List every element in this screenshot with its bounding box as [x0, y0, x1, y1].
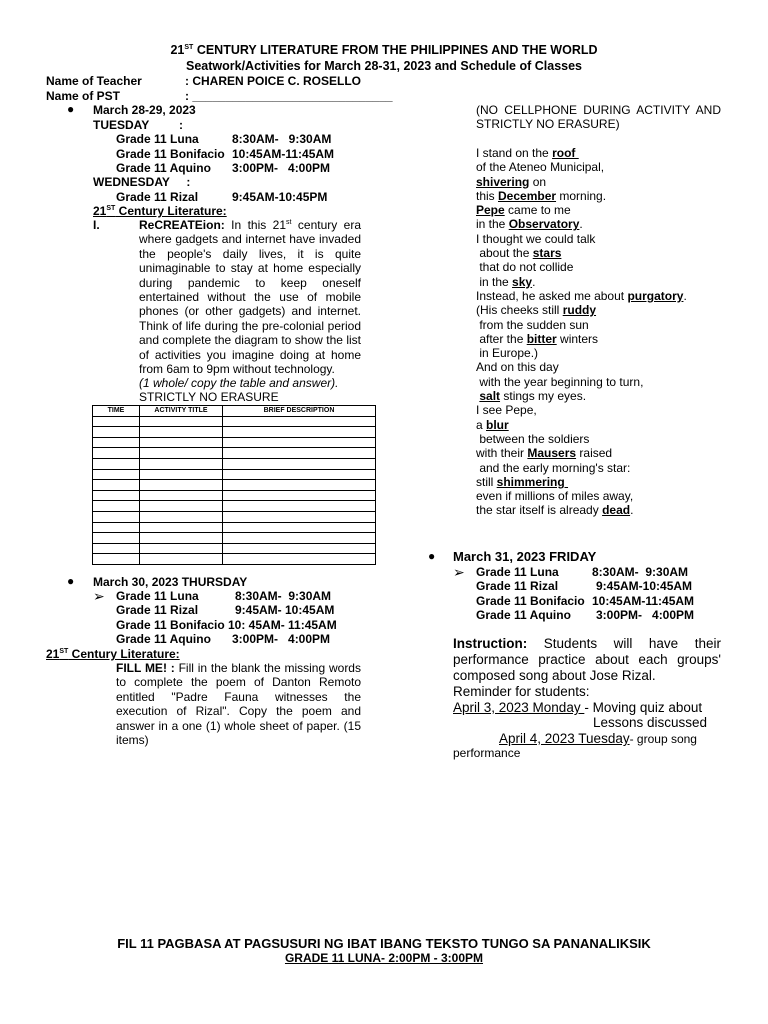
- class-name: Grade 11 Bonifacio: [116, 618, 225, 632]
- poem-line: salt stings my eyes.: [479, 389, 587, 404]
- table-cell: [93, 448, 140, 459]
- table-cell: [223, 469, 376, 480]
- poem-line: in the sky.: [476, 274, 536, 289]
- arrow-bullet-icon: ➢: [453, 564, 465, 580]
- table-cell: [223, 490, 376, 501]
- class-time: 10:45AM-11:45AM: [232, 147, 335, 161]
- class-time: 8:30AM- 9:30AM: [235, 589, 332, 603]
- table-cell: [140, 501, 223, 512]
- bullet-icon: ●: [67, 102, 75, 116]
- reminder-apr4: April 4, 2023 Tuesday- group song: [499, 731, 697, 746]
- table-cell: [140, 437, 223, 448]
- table-cell: [223, 458, 376, 469]
- class-time: 3:00PM- 4:00PM: [232, 632, 331, 646]
- table-row: [93, 522, 376, 533]
- table-cell: [93, 533, 140, 544]
- poem-keyword: sky: [512, 274, 533, 289]
- table-header-row: [93, 406, 376, 417]
- table-cell: [93, 416, 140, 427]
- table-cell: [140, 533, 223, 544]
- table-cell: [140, 554, 223, 565]
- section-heading: 21ST Century Literature:: [46, 647, 180, 661]
- class-name: Grade 11 Luna: [116, 132, 199, 146]
- poem-line: in Europe.): [476, 346, 539, 361]
- class-name: Grade 11 Aquino: [116, 632, 211, 646]
- class-time: 10:45AM-11:45AM: [592, 594, 695, 608]
- table-cell: [140, 480, 223, 491]
- poem-keyword: roof: [552, 146, 579, 160]
- pst-value: : ______________________________: [185, 89, 393, 103]
- teacher-label: Name of Teacher: [46, 74, 142, 88]
- arrow-bullet-icon: ➢: [93, 588, 105, 604]
- class-time: 3:00PM- 4:00PM: [232, 161, 331, 175]
- bullet-icon: ●: [428, 549, 436, 563]
- class-time: 8:30AM- 9:30AM: [232, 132, 332, 146]
- table-cell: [223, 554, 376, 565]
- table-cell: [223, 480, 376, 491]
- class-name: Grade 11 Aquino: [476, 608, 571, 622]
- instruction-text: Instruction: Students will have their performance practice about each groups' composed song about Jose Rizal.: [453, 636, 721, 683]
- poem-line: this December morning.: [476, 188, 607, 203]
- class-name: Grade 11 Aquino: [116, 161, 211, 175]
- poem-line: shivering on: [476, 174, 547, 189]
- table-cell: [93, 469, 140, 480]
- table-cell: [140, 416, 223, 427]
- poem-line: in the Observatory.: [476, 217, 583, 232]
- table-header: ACTIVITY TITLE: [140, 406, 223, 417]
- table-row: [93, 554, 376, 565]
- table-cell: [93, 427, 140, 438]
- poem-keyword: dead: [602, 503, 631, 518]
- class-time: 9:45AM-10:45AM: [596, 579, 693, 593]
- poem-line: between the soldiers: [476, 431, 590, 446]
- poem: [476, 146, 687, 518]
- table-cell: [223, 416, 376, 427]
- table-cell: [93, 522, 140, 533]
- class-time: 9:45AM- 10:45AM: [235, 603, 335, 617]
- table-cell: [223, 501, 376, 512]
- class-time: 10: 45AM- 11:45AM: [228, 618, 337, 632]
- table-cell: [140, 490, 223, 501]
- table-cell: [140, 522, 223, 533]
- footer-subject: FIL 11 PAGBASA AT PAGSUSURI NG IBAT IBANG TEKSTO TUNGO SA PANANALIKSIK: [117, 936, 651, 951]
- class-name: Grade 11 Bonifacio: [116, 147, 225, 161]
- poem-keyword: shimmering: [496, 474, 569, 489]
- table-row: [93, 458, 376, 469]
- poem-line: (His cheeks still ruddy: [476, 303, 597, 318]
- poem-keyword: salt: [479, 389, 501, 404]
- day-wednesday: WEDNESDAY :: [93, 175, 191, 189]
- table-cell: [93, 437, 140, 448]
- table-cell: [140, 427, 223, 438]
- table-cell: [223, 448, 376, 459]
- table-cell: [93, 490, 140, 501]
- poem-line: I see Pepe,: [476, 403, 537, 418]
- poem-line: of the Ateneo Municipal,: [476, 160, 605, 175]
- table-row: [93, 501, 376, 512]
- fill-me-instructions: FILL ME! : Fill in the blank the missing words to complete the poem of Danton Remoto entitled "Padre Fauna witnesses the execution of Rizal". Copy the poem and answer in a one (1) whole sheet of paper. (15 items): [116, 661, 361, 748]
- poem-line: about the stars: [476, 246, 562, 261]
- document-subtitle: Seatwork/Activities for March 28-31, 2023 and Schedule of Classes: [186, 59, 582, 73]
- class-name: Grade 11 Rizal: [476, 579, 559, 593]
- poem-keyword: ruddy: [562, 303, 597, 318]
- item-number: I.: [93, 218, 100, 232]
- table-row: [93, 437, 376, 448]
- class-name: Grade 11 Bonifacio: [476, 594, 585, 608]
- poem-line: still shimmering: [476, 474, 569, 489]
- footer-schedule: GRADE 11 LUNA- 2:00PM - 3:00PM: [284, 951, 484, 965]
- table-cell: [223, 543, 376, 554]
- table-row: [93, 511, 376, 522]
- reminder-apr3-cont: Lessons discussed: [593, 715, 708, 730]
- teacher-value: : CHAREN POICE C. ROSELLO: [185, 74, 362, 88]
- table-row: [93, 469, 376, 480]
- table-cell: [223, 427, 376, 438]
- poem-keyword: shivering: [476, 174, 530, 189]
- table-row: [93, 490, 376, 501]
- table-cell: [93, 511, 140, 522]
- day-tuesday: TUESDAY :: [93, 118, 184, 132]
- poem-keyword: Pepe: [476, 203, 505, 218]
- reminder-label: Reminder for students:: [453, 684, 590, 699]
- poem-line: and the early morning's star:: [476, 460, 631, 475]
- poem-line: with their Mausers raised: [476, 446, 613, 461]
- poem-keyword: blur: [486, 417, 509, 432]
- poem-line: And on this day: [476, 360, 559, 375]
- pst-label: Name of PST: [46, 89, 121, 103]
- date-mar2829: March 28-29, 2023: [93, 103, 196, 117]
- table-cell: [93, 501, 140, 512]
- table-header: BRIEF DESCRIPTION: [223, 406, 376, 417]
- poem-line: after the bitter winters: [476, 331, 599, 346]
- poem-keyword: bitter: [526, 331, 557, 346]
- activity-instructions: ReCREATEion: In this 21st century era where gadgets and internet have invaded the people's daily lives, it is quite unimaginable to stay at home especially during pandemic to keep oneself entertained without the use of mobile phones (or other gadgets) and internet. Think of life during the pre-colonial period and complete the diagram to show the list of activities you imagine doing at home from 6am to 9pm without technology.: [139, 218, 361, 377]
- table-cell: [223, 437, 376, 448]
- notice-text: (NO CELLPHONE DURING ACTIVITY AND STRICTLY NO ERASURE): [476, 103, 721, 132]
- class-time: 3:00PM- 4:00PM: [596, 608, 695, 622]
- table-cell: [223, 522, 376, 533]
- table-cell: [140, 448, 223, 459]
- activity-table: [92, 405, 376, 565]
- poem-keyword: stars: [532, 246, 562, 261]
- table-cell: [93, 458, 140, 469]
- table-row: [93, 480, 376, 491]
- table-cell: [93, 543, 140, 554]
- poem-line: the star itself is already dead.: [476, 503, 634, 518]
- activity-note: (1 whole/ copy the table and answer). STRICTLY NO ERASURE: [139, 376, 339, 405]
- table-cell: [93, 480, 140, 491]
- reminder-apr3: April 3, 2023 Monday - Moving quiz about: [453, 700, 703, 715]
- table-cell: [140, 543, 223, 554]
- class-name: Grade 11 Luna: [116, 589, 199, 603]
- poem-line: from the sudden sun: [476, 317, 589, 332]
- poem-line: a blur: [476, 417, 509, 432]
- document-title: 21ST CENTURY LITERATURE FROM THE PHILIPPINES AND THE WORLD: [170, 43, 598, 57]
- poem-line: even if millions of miles away,: [476, 489, 634, 504]
- section-heading: 21ST Century Literature:: [93, 204, 227, 218]
- class-name: Grade 11 Luna: [476, 565, 559, 579]
- table-cell: [140, 469, 223, 480]
- date-mar30: March 30, 2023 THURSDAY: [93, 575, 248, 589]
- table-row: [93, 533, 376, 544]
- poem-line: that do not collide: [476, 260, 574, 275]
- table-row: [93, 448, 376, 459]
- table-cell: [140, 511, 223, 522]
- poem-line: I stand on the roof: [476, 146, 579, 160]
- table-row: [93, 543, 376, 554]
- table-cell: [223, 533, 376, 544]
- class-name: Grade 11 Rizal: [116, 190, 199, 204]
- table-row: [93, 427, 376, 438]
- date-mar31: March 31, 2023 FRIDAY: [453, 549, 597, 564]
- class-name: Grade 11 Rizal: [116, 603, 199, 617]
- poem-keyword: December: [498, 188, 557, 203]
- table-cell: [140, 458, 223, 469]
- poem-keyword: Observatory: [508, 217, 580, 232]
- poem-line: Pepe came to me: [476, 203, 571, 218]
- table-header: TIME: [93, 406, 140, 417]
- poem-line: Instead, he asked me about purgatory.: [476, 288, 687, 303]
- bullet-icon: ●: [67, 574, 75, 588]
- poem-line: with the year beginning to turn,: [476, 374, 644, 389]
- poem-keyword: Mausers: [527, 446, 577, 461]
- reminder-apr4-cont: performance: [453, 746, 521, 760]
- table-cell: [223, 511, 376, 522]
- class-time: 9:45AM-10:45PM: [232, 190, 328, 204]
- poem-line: I thought we could talk: [476, 231, 596, 246]
- class-time: 8:30AM- 9:30AM: [592, 565, 689, 579]
- table-cell: [93, 554, 140, 565]
- table-row: [93, 416, 376, 427]
- poem-keyword: purgatory: [627, 288, 684, 303]
